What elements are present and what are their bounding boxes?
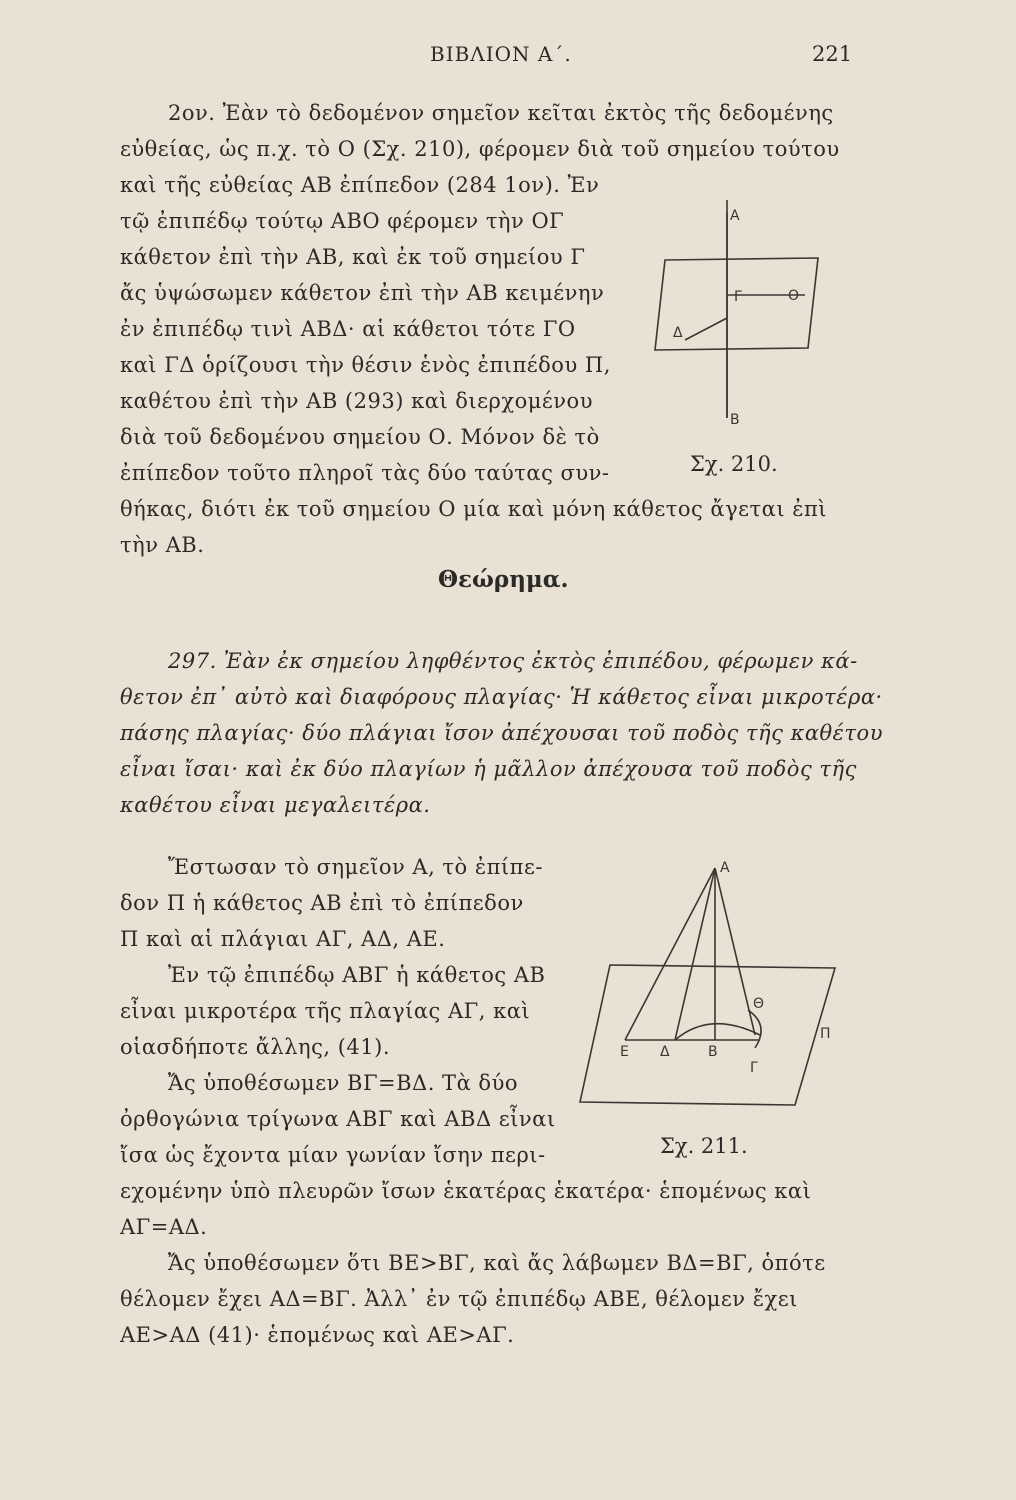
theorem-line: 297. Ἐὰν ἐκ σημείου ληφθέντος ἐκτὸς ἐπιπέδου, φέρωμεν κά- (168, 649, 858, 673)
label-theta: Θ (753, 996, 765, 1012)
text-line: ἐπίπεδον τοῦτο πληροῖ τὰς δύο ταύτας συν- (120, 461, 610, 485)
label-g: Γ (734, 289, 742, 305)
text-line: καὶ ΓΔ ὁρίζουσι τὴν θέσιν ἑνὸς ἐπιπέδου Π, (120, 353, 611, 377)
proof-line: ἴσα ὡς ἔχοντα μίαν γωνίαν ἴσην περι- (120, 1143, 546, 1167)
theorem-heading: Θεώρημα. (438, 566, 569, 593)
label-e: E (620, 1044, 629, 1060)
page-number: 221 (812, 42, 853, 66)
oblique-ae (625, 868, 715, 1040)
text-line: εὐθείας, ὡς π.χ. τὸ Ο (Σχ. 210), φέρομεν διὰ τοῦ σημείου τούτου (120, 137, 840, 161)
proof-line: Ἔστωσαν τὸ σημεῖον Α, τὸ ἐπίπε- (168, 855, 543, 879)
figure-210-caption: Σχ. 210. (690, 452, 778, 476)
theorem-line: καθέτου εἶναι μεγαλειτέρα. (120, 793, 431, 817)
text-line: 2ον. Ἐὰν τὸ δεδομένον σημεῖον κεῖται ἐκτὸς τῆς δεδομένης (168, 101, 834, 125)
proof-line: δον Π ἡ κάθετος ΑΒ ἐπὶ τὸ ἐπίπεδον (120, 891, 524, 915)
label-b: B (708, 1044, 718, 1060)
label-g: Γ (750, 1060, 758, 1076)
text-line: θήκας, διότι ἐκ τοῦ σημείου Ο μία καὶ μόνη κάθετος ἄγεται ἐπὶ (120, 497, 828, 521)
proof-line: Π καὶ αἱ πλάγιαι ΑΓ, ΑΔ, ΑΕ. (120, 927, 446, 951)
proof-line: θέλομεν ἔχει ΑΔ=ΒΓ. Ἀλλ᾽ ἐν τῷ ἐπιπέδῳ ΑΒΕ, θέλομεν ἔχει (120, 1287, 798, 1311)
label-o: O (788, 288, 800, 304)
proof-line: εχομένην ὑπὸ πλευρῶν ἴσων ἑκατέρας ἑκατέρα· ἑπομένως καὶ (120, 1179, 812, 1203)
plane-pi (580, 965, 835, 1105)
label-d: Δ (673, 325, 683, 341)
figure-211-diagram (570, 850, 840, 1110)
proof-line: ὀρθογώνια τρίγωνα ΑΒΓ καὶ ΑΒΔ εἶναι (120, 1107, 556, 1131)
proof-line: οἱασδήποτε ἄλλης, (41). (120, 1035, 391, 1059)
text-line: ἐν ἐπιπέδῳ τινὶ ΑΒΔ· αἱ κάθετοι τότε ΓΟ (120, 317, 576, 341)
text-line: καὶ τῆς εὐθείας ΑΒ ἐπίπεδον (284 1ον). Ἐν (120, 173, 600, 197)
figure-210-diagram (630, 200, 830, 440)
figure-211-caption: Σχ. 211. (660, 1134, 748, 1158)
running-header: ΒΙΒΛΙΟΝ Α΄. (430, 42, 572, 66)
text-line: τὴν ΑΒ. (120, 533, 205, 557)
proof-line: εἶναι μικροτέρα τῆς πλαγίας ΑΓ, καὶ (120, 999, 531, 1023)
segment-gd (685, 318, 727, 340)
label-d: Δ (660, 1044, 670, 1060)
label-b: B (730, 412, 740, 428)
text-line: τῷ ἐπιπέδῳ τούτῳ ΑΒΟ φέρομεν τὴν ΟΓ (120, 209, 565, 233)
label-a: A (720, 860, 730, 876)
text-line: κάθετον ἐπὶ τὴν ΑΒ, καὶ ἐκ τοῦ σημείου Γ (120, 245, 586, 269)
proof-line: Ἐν τῷ ἐπιπέδῳ ΑΒΓ ἡ κάθετος ΑΒ (168, 963, 546, 987)
arc (675, 1024, 760, 1040)
theorem-line: εἶναι ἴσαι· καὶ ἐκ δύο πλαγίων ἡ μᾶλλον ἀπέχουσα τοῦ ποδὸς τῆς (120, 757, 857, 781)
proof-line: Ἄς ὑποθέσωμεν ΒΓ=ΒΔ. Τὰ δύο (168, 1071, 518, 1095)
proof-line: ΑΓ=ΑΔ. (120, 1215, 208, 1239)
text-line: διὰ τοῦ δεδομένου σημείου Ο. Μόνον δὲ τὸ (120, 425, 600, 449)
label-a: A (730, 208, 740, 224)
proof-line: Ἄς ὑποθέσωμεν ὅτι ΒΕ>ΒΓ, καὶ ἄς λάβωμεν ΒΔ=ΒΓ, ὁπότε (168, 1251, 826, 1275)
text-line: ἄς ὑψώσωμεν κάθετον ἐπὶ τὴν ΑΒ κειμένην (120, 281, 605, 305)
label-p: Π (820, 1026, 831, 1042)
oblique-ad (675, 868, 715, 1040)
theorem-line: θετον ἐπ᾽ αὐτὸ καὶ διαφόρους πλαγίας· Ἡ κάθετος εἶναι μικροτέρα· (120, 685, 883, 709)
theorem-line: πάσης πλαγίας· δύο πλάγιαι ἴσον ἀπέχουσαι τοῦ ποδὸς τῆς καθέτου (120, 721, 883, 745)
text-line: καθέτου ἐπὶ τὴν ΑΒ (293) καὶ διερχομένου (120, 389, 593, 413)
proof-line: ΑΕ>ΑΔ (41)· ἑπομένως καὶ ΑΕ>ΑΓ. (120, 1323, 515, 1347)
